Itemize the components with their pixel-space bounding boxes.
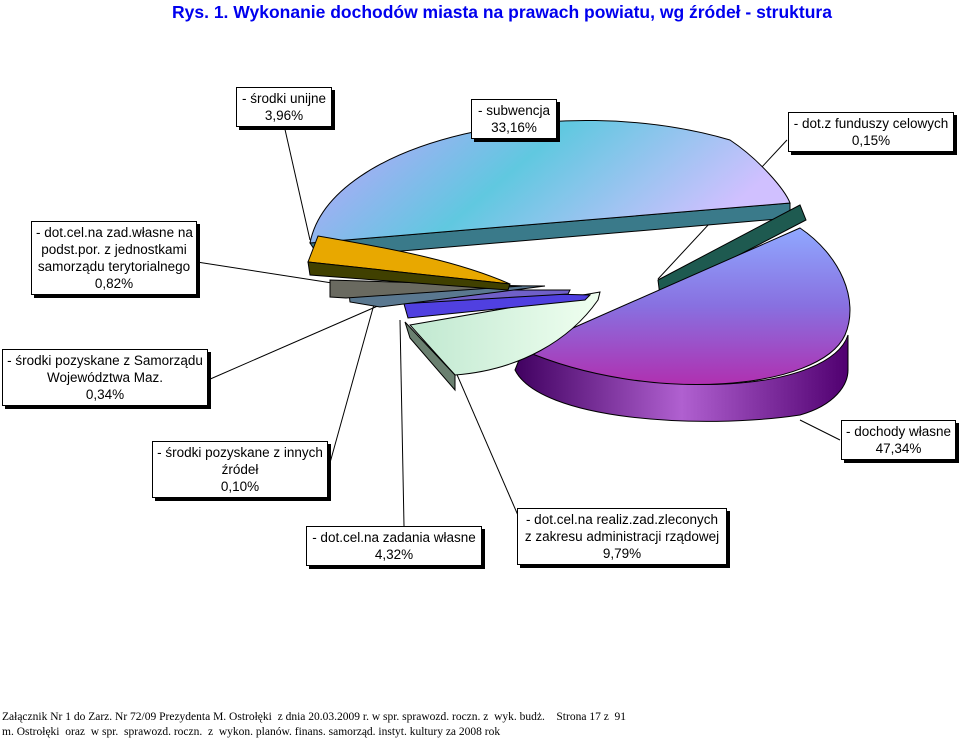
label-text: - środki pozyskane z Samorządu <box>7 353 203 368</box>
label-value: 4,32% <box>374 547 414 562</box>
label-text: - środki unijne <box>241 91 327 106</box>
label-fundusze-celowe <box>788 112 954 152</box>
label-inne-zrodla <box>152 441 328 498</box>
label-zadania-zlecone <box>517 508 727 565</box>
label-text: - subwencja <box>477 103 551 118</box>
label-value: 33,16% <box>491 120 537 135</box>
label-text: podst.por. z jednostkami <box>41 242 187 257</box>
leader-zadania-wlasne <box>400 320 404 526</box>
label-porozumienia-jst <box>31 221 197 295</box>
leader-unijne <box>284 125 310 240</box>
label-value: 9,79% <box>602 546 642 561</box>
label-srodki-unijne <box>236 87 332 127</box>
label-value: 0,15% <box>851 133 891 148</box>
label-text: Województwa Maz. <box>46 370 164 385</box>
label-value: 0,34% <box>85 387 125 402</box>
label-text: - dot.z funduszy celowych <box>793 116 949 131</box>
label-text: z zakresu administracji rządowej <box>524 529 720 544</box>
label-value: 0,10% <box>220 479 260 494</box>
label-text: - środki pozyskane z innych <box>157 445 323 460</box>
leader-samorzad <box>208 305 380 380</box>
label-text: źródeł <box>221 462 259 477</box>
label-zadania-wlasne <box>306 526 482 566</box>
footer-line-1: Załącznik Nr 1 do Zarz. Nr 72/09 Prezydenta M. Ostrołęki z dnia 20.03.2009 r. w spr. sprawozd. roczn. z wyk. budż. Strona 17 z 91 <box>2 711 627 723</box>
label-value: 47,34% <box>875 441 922 456</box>
leader-dochody <box>800 420 840 440</box>
label-value: 3,96% <box>264 108 304 123</box>
label-value: 0,82% <box>94 276 134 291</box>
footer-line-2: m. Ostrołęki oraz w spr. sprawozd. roczn. z wykon. planów. finans. samorząd. instyt. kultury za 2008 rok <box>2 726 501 738</box>
label-text: - dochody własne <box>846 424 952 439</box>
label-subwencja <box>471 99 557 139</box>
label-samorzad-wojewodztwa <box>2 349 208 406</box>
label-text: - dot.cel.na realiz.zad.zleconych <box>525 512 719 527</box>
leader-zlecone <box>455 370 520 520</box>
label-text: - dot.cel.na zad.własne na <box>36 225 193 240</box>
chart-title: Rys. 1. Wykonanie dochodów miasta na prawach powiatu, wg źródeł - struktura <box>172 2 832 22</box>
label-dochody-wlasne <box>841 420 956 460</box>
label-text: - dot.cel.na zadania własne <box>312 530 476 545</box>
label-text: samorządu terytorialnego <box>37 259 191 274</box>
